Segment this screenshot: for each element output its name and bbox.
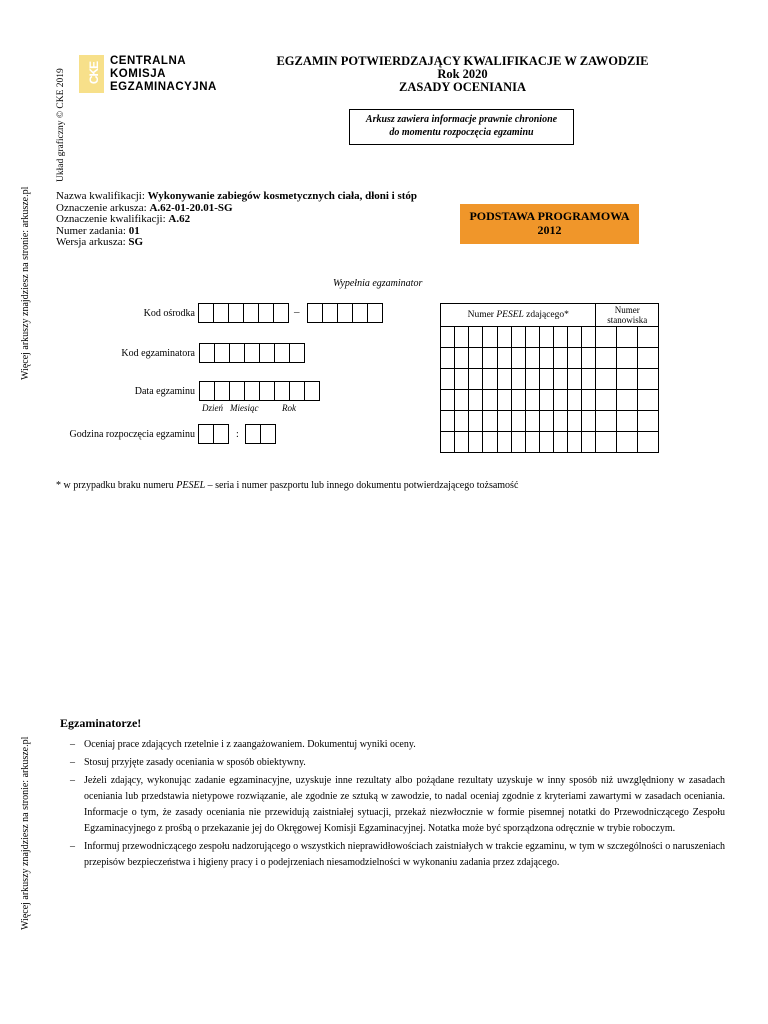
year-label: Rok: [282, 403, 296, 413]
time-colon: :: [236, 429, 239, 440]
filled-by-note: Wypełnia egzaminator: [333, 278, 423, 289]
logo-line-3: EGZAMINACYJNA: [110, 81, 217, 93]
month-label: Miesiąc: [230, 403, 259, 413]
exam-subtitle: ZASADY OCENIANIA: [399, 80, 526, 94]
examiner-rules: [60, 737, 725, 873]
list-item: – Stosuj przyjęte zasady oceniania w sposób obiektywny.: [60, 755, 725, 771]
cke-logo-icon: [79, 55, 104, 93]
notice-line-2: do momentu rozpoczęcia egzaminu: [389, 127, 534, 138]
examiner-code-cells[interactable]: [199, 343, 304, 363]
notice-line-1: Arkusz zawiera informacje prawnie chronione: [365, 114, 558, 125]
list-item: – Informuj przewodniczącego zespołu nadzorującego o wszystkich nieprawidłowościach zaistniałych w trakcie egzaminu, w tym w szczególności o naruszeniach przepisów bezpieczeństwa i higieny pracy i o podejrzeniach niesamodzielności w wykonaniu zadania przez zdającego.: [60, 839, 725, 871]
version-label: Wersja arkusza:: [56, 236, 126, 248]
graphic-credit: Układ graficzny © CKE 2019: [56, 68, 66, 182]
footnote-pesel: PESEL: [176, 480, 206, 491]
footnote-prefix: * w przypadku braku numeru: [56, 480, 174, 491]
qualification-meta: [56, 191, 417, 249]
pesel-row[interactable]: [441, 327, 659, 348]
exam-year: Rok 2020: [437, 67, 488, 81]
version-value: SG: [128, 236, 144, 248]
list-item: – Oceniaj prace zdających rzetelnie i z zaangażowaniem. Dokumentuj wyniki oceny.: [60, 737, 725, 753]
pesel-row[interactable]: [441, 348, 659, 369]
start-hour-cells[interactable]: [198, 424, 228, 444]
exam-date-cells[interactable]: [199, 381, 319, 401]
sheet-label: Oznaczenie arkusza:: [56, 201, 147, 214]
task-label: Numer zadania:: [56, 224, 126, 237]
day-label: Dzień: [202, 403, 223, 413]
pesel-header-suffix: zdającego*: [526, 310, 569, 320]
start-minute-cells[interactable]: [245, 424, 275, 444]
confidential-notice: [349, 109, 574, 145]
qualification-code-label: Oznaczenie kwalifikacji:: [56, 213, 166, 225]
pesel-footnote: [56, 480, 518, 491]
center-code-cells-b[interactable]: [307, 303, 382, 323]
center-code-dash: –: [294, 306, 300, 318]
logo-line-1: CENTRALNA: [110, 55, 187, 67]
sheet-value: A.62-01-20.01-SG: [149, 201, 233, 214]
station-line-1: Numer: [614, 305, 640, 315]
pesel-header-word: PESEL: [496, 310, 524, 320]
program-badge-line-2: 2012: [537, 223, 562, 237]
logo-monogram: CKE: [87, 61, 102, 85]
start-time-label: Godzina rozpoczęcia egzaminu: [69, 429, 195, 440]
center-code-cells-a[interactable]: [198, 303, 288, 323]
pesel-header: [441, 304, 596, 327]
examiner-code-label: Kod egzaminatora: [121, 348, 195, 359]
center-code-label: Kod ośrodka: [143, 308, 195, 319]
pesel-row[interactable]: [441, 411, 659, 432]
exam-title: EGZAMIN POTWIERDZAJĄCY KWALIFIKACJE W ZAWODZIE: [276, 54, 649, 68]
pesel-row[interactable]: [441, 432, 659, 453]
examiner-heading: Egzaminatorze!: [60, 716, 142, 730]
list-item: – Jeżeli zdający, wykonując zadanie egzaminacyjne, uzyskuje inne rezultaty albo pożądane rezultaty uzyskuje w inny sposób niż uwzględniony w zasadach oceniania lub przedstawia nietypowe rozwiązanie, ale zgodnie ze sztuką w zawodzie, to nadal oceniaj zgodnie z kryteriami zawartymi w zasadach oceniania. Informacje o tym, że zasady oceniania nie przewidują zaistniałej sytuacji, przekaż niezwłocznie w formie pisemnej notatki do Przewodniczącego Zespołu Egzaminacyjnego z prośbą o przekazanie jej do Okręgowej Komisji Egzaminacyjnej. Notatka może być sporządzona odręcznie w trybie roboczym.: [60, 773, 725, 837]
task-value: 01: [128, 224, 140, 237]
side-text-top: Więcej arkuszy znajdziesz na stronie: arkusze.pl: [20, 186, 31, 380]
program-badge: [460, 204, 639, 244]
logo-text: [110, 55, 217, 94]
qualification-name-label: Nazwa kwalifikacji:: [56, 190, 145, 202]
station-line-2: stanowiska: [607, 315, 648, 325]
exam-date-label: Data egzaminu: [134, 386, 195, 397]
pesel-header-prefix: Numer: [467, 310, 494, 320]
program-badge-line-1: PODSTAWA PROGRAMOWA: [469, 209, 630, 223]
pesel-row[interactable]: [441, 390, 659, 411]
pesel-table: [440, 303, 659, 453]
station-header: [596, 304, 659, 327]
qualification-name-value: Wykonywanie zabiegów kosmetycznych ciała, dłoni i stóp: [147, 190, 418, 202]
logo-line-2: KOMISJA: [110, 68, 166, 80]
pesel-row[interactable]: [441, 369, 659, 390]
side-text-bottom: Więcej arkuszy znajdziesz na stronie: arkusze.pl: [20, 736, 31, 930]
footnote-suffix: – seria i numer paszportu lub innego dokumentu potwierdzającego tożsamość: [207, 480, 519, 491]
qualification-code-value: A.62: [168, 213, 191, 225]
